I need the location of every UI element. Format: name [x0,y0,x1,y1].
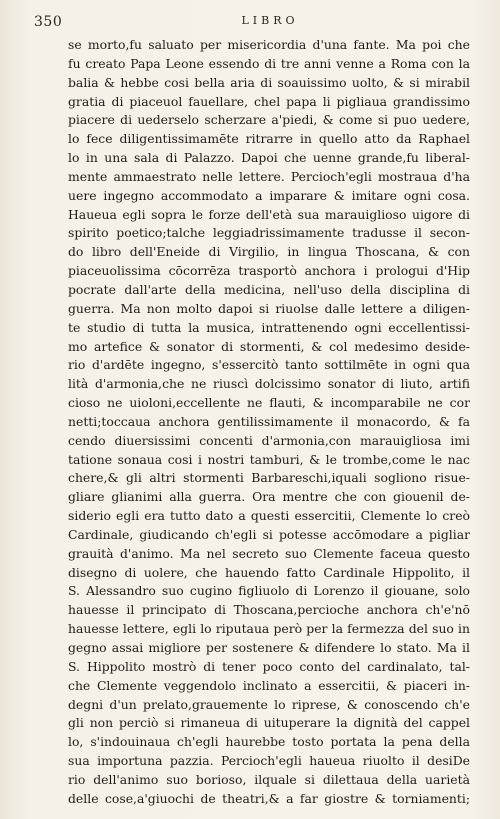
text-line: gegno assai migliore per sostenere & difendere lo stato. Ma il [68,640,470,655]
text-line: rio d'ardēte ingegno, s'essercitò tanto sottilmēte in ogni qua [68,357,470,373]
text-line: balia & hebbe cosi bella aria di soauissimo uolto, & si mirabil [68,74,470,90]
text-line: gratia di piaceuol fauellare, chel papa li pigliaua grandissimo [68,93,470,109]
text-line: cioso ne uioloni,eccellente ne flauti, & incomparabile ne cor [68,395,470,411]
text-line: uere ingegno accommodato a imparare & imitare ogni cosa. [68,187,470,203]
text-line: siderio egli era tutto dato a questi essercitii, Clemente lo creò [68,508,470,524]
text-line: spirito poetico;talche leggiadrissimamente tradusse il secon- [68,225,470,241]
text-line: hauesse il principato di Thoscana,percioche anchora ch'e'nō [68,602,470,618]
text-line: chere,& gli altri stormenti Barbareschi,iquali sogliono risue- [68,470,470,486]
text-line: Cardinale, giudicando ch'egli si potesse accōmodare a pigliar [68,526,470,542]
text-line: guerra. Ma non molto dapoi si riuolse dalle lettere a diligen- [68,300,470,316]
text-line: do libro dell'Eneide di Virgilio, in lingua Thoscana, & con [68,244,470,260]
text-line: lo, s'indouinaua ch'egli haurebbe tosto portata la pena della [68,734,470,750]
text-line: grauità d'animo. Ma nel secreto suo Clemente faceua questo [68,545,470,561]
text-line: hauesse lettere, egli lo riputaua però per la fermezza del suo in [68,621,470,637]
text-line: degni d'un prelato,grauemente lo riprese, & conoscendo ch'e [68,696,470,712]
text-line: lità d'armonia,che ne riuscì dolcissimo sonator di liuto, artifi [68,376,470,392]
text-line: sua importuna pazzia. Percioch'egli haueua riuolto il desiDe [68,753,470,769]
text-line: rio dell'animo suo borioso, ilquale si dilettaua della uarietà [68,771,470,787]
text-line: S. Hippolito mostrò di tener poco conto del cardinalato, tal- [68,658,470,674]
text-line: te studio di tutta la musica, intrattenendo ogni eccellentissi- [68,319,470,335]
text-line: lo fece diligentissimamēte ritrarre in quello atto da Raphael [68,131,470,147]
text-line: mente ammaestrato nelle lettere. Percioch'egli mostraua d'ha [68,168,470,184]
text-line: S. Alessandro suo cugino figliuolo di Lorenzo il giouane, solo [68,583,470,599]
text-line: piaceuolissima cōcorrēza trasportò anchora i prologui d'Hip [68,263,470,279]
text-line: pocrate dall'arte della medicina, nell'uso della disciplina di [68,281,470,297]
text-line: fu creato Papa Leone essendo di tre anni venne a Roma con la [68,55,470,71]
text-line: gliare glianimi alla guerra. Ora mentre che con giouenil de- [68,489,470,505]
text-line: lo in una sala di Palazzo. Dapoi che uenne grande,fu liberal- [68,150,470,166]
text-line: se morto,fu saluato per misericordia d'una fante. Ma poi che [68,37,470,52]
text-line: netti;toccaua anchora gentilissimamente il monacordo, & fa [68,413,470,429]
text-line: cendo diuersissimi concenti d'armonia,con marauigliosa imi [68,432,470,448]
text-line: tatione sonaua cosi i nostri tamburi, & le trombe,come le nac [68,451,470,467]
page-number: 350 [34,14,63,30]
body-text [68,36,470,809]
text-line: piacere di uederselo scherzare a'piedi, & come si puo uedere, [68,112,470,128]
text-line: delle cose,a'giuochi de theatri,& a far giostre & torniamenti; [68,790,470,806]
text-line: che Clemente veggendolo inclinato a essercitii, & piaceri in- [68,677,470,693]
text-line: disegno di uolere, che hauendo fatto Cardinale Hippolito, il [68,564,470,580]
text-line: mo artefice & sonator di stormenti, & col medesimo deside- [68,338,470,354]
text-line: gli non perciò si rimaneua di uituperare la dignità del cappel [68,715,470,731]
text-line: Haueua egli sopra le forze dell'età sua marauiglioso uigore di [68,206,470,222]
running-head: LIBRO [241,14,299,27]
